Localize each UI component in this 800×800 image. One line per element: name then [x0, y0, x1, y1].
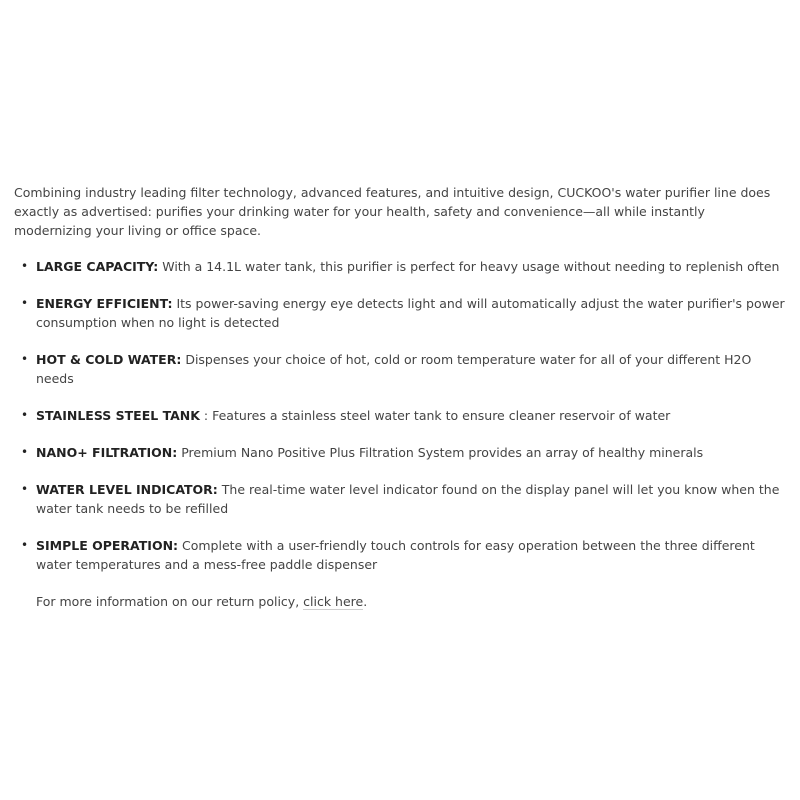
- feature-item-water-level-indicator: [14, 480, 786, 518]
- feature-item-energy-efficient: [14, 294, 786, 332]
- feature-item-stainless-steel-tank: [14, 406, 786, 425]
- feature-label: LARGE CAPACITY:: [36, 259, 159, 274]
- feature-item-nano-filtration: [14, 443, 786, 462]
- bullet-icon: •: [21, 445, 29, 459]
- feature-item-hot-cold-water: [14, 350, 786, 388]
- bullet-icon: •: [21, 482, 29, 496]
- feature-text: Complete with a user-friendly touch controls for easy operation between the three different water temperatures and a mess-free paddle dispenser: [36, 538, 755, 572]
- return-policy-note: [14, 592, 786, 611]
- bullet-icon: •: [21, 296, 29, 310]
- feature-text: Its power-saving energy eye detects light and will automatically adjust the water purifier's power consumption when no light is detected: [36, 296, 785, 330]
- feature-text: The real-time water level indicator found on the display panel will let you know when the water tank needs to be refilled: [36, 482, 780, 516]
- feature-item-large-capacity: [14, 257, 786, 276]
- feature-text: Dispenses your choice of hot, cold or room temperature water for all of your different H2O needs: [36, 352, 752, 386]
- feature-text: : Features a stainless steel water tank to ensure cleaner reservoir of water: [199, 408, 671, 423]
- feature-label: STAINLESS STEEL TANK: [36, 408, 200, 423]
- bullet-icon: •: [21, 259, 29, 273]
- feature-text: With a 14.1L water tank, this purifier is perfect for heavy usage without needing to replenish often: [158, 259, 780, 274]
- return-policy-suffix: .: [363, 594, 368, 609]
- bullet-icon: •: [21, 408, 29, 422]
- product-description: [14, 183, 786, 611]
- feature-list: [14, 257, 786, 574]
- return-policy-prefix: For more information on our return policy,: [36, 594, 304, 609]
- bullet-icon: •: [21, 352, 29, 366]
- feature-label: HOT & COLD WATER:: [36, 352, 182, 367]
- feature-text: Premium Nano Positive Plus Filtration System provides an array of healthy minerals: [177, 445, 704, 460]
- bullet-icon: •: [21, 538, 29, 552]
- feature-label: WATER LEVEL INDICATOR:: [36, 482, 218, 497]
- feature-item-simple-operation: [14, 536, 786, 574]
- feature-label: SIMPLE OPERATION:: [36, 538, 179, 553]
- intro-paragraph: Combining industry leading filter technology, advanced features, and intuitive design, CUCKOO's water purifier line does exactly as advertised: purifies your drinking water for your health, safety and convenience—all while instantly modernizing your living or office space.: [14, 185, 771, 238]
- return-policy-link[interactable]: click here: [303, 594, 364, 609]
- feature-label: ENERGY EFFICIENT:: [36, 296, 173, 311]
- feature-label: NANO+ FILTRATION:: [36, 445, 178, 460]
